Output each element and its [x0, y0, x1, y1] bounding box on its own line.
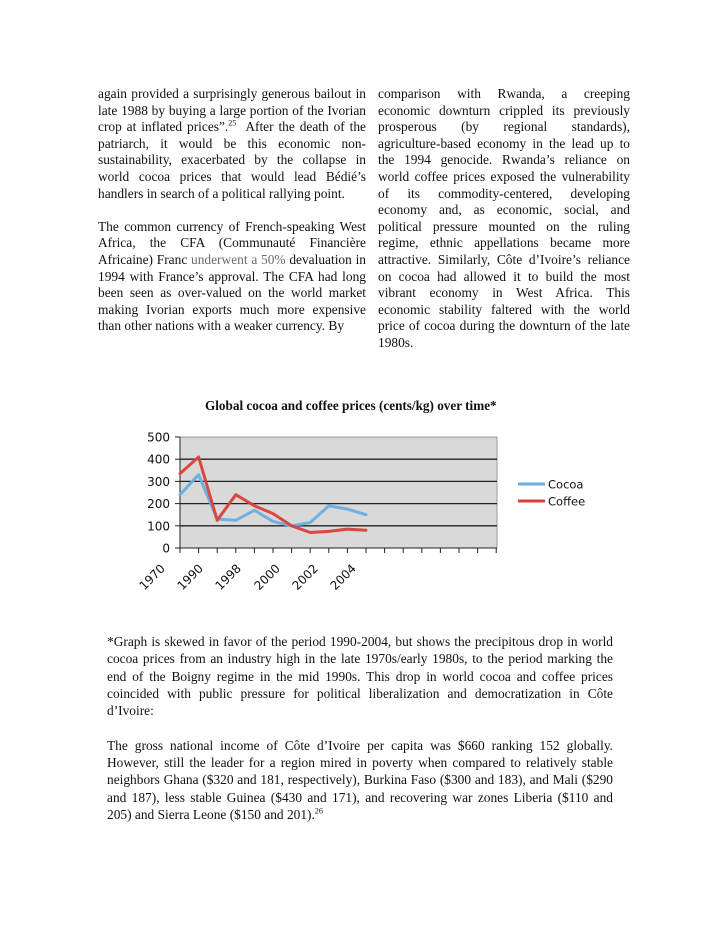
- legend-label-cocoa: Cocoa: [548, 477, 584, 492]
- right-paragraph-1: comparison with Rwanda, a creeping economic downturn crippled its previously prosperous (by regional standards), agriculture-based economy in the lead up to the 1994 genocide. Rwanda’s reliance on world coffee prices exposed the vulnerability of its commodity-centered, developing economy and, as economic, social, and political pressure mounted on the ruling regime, ethnic appellations became more attractive. Similarly, Côte d’Ivoire’s reliance on cocoa had allowed it to build the most vibrant economy in West Africa. This economic stability faltered with the world price of cocoa during the downturn of the late 1980s.: [378, 86, 630, 350]
- x-tick-label: 2000: [251, 561, 283, 593]
- notes-section: [107, 633, 613, 841]
- x-tick-label: 2002: [289, 561, 321, 593]
- paragraph-text: again provided a surprisingly generous bailout in late 1988 by buying a large portion of the Ivorian crop at inflated prices”.: [98, 86, 366, 135]
- highlighted-text: underwent a 50%: [191, 251, 286, 267]
- y-tick-label: 300: [147, 474, 170, 489]
- chart-title: Global cocoa and coffee prices (cents/kg) over time*: [205, 398, 497, 413]
- plot-area: [136, 431, 585, 593]
- paragraph-text: After the death of the patriarch, it would be this economic non-sustainability, exacerbated by the collapse in world cocoa prices that would lead Bédié’s handlers in search of a political rallying point.: [98, 119, 370, 201]
- y-tick-label: 0: [162, 541, 170, 556]
- paragraph-text: The common currency of French-speaking West Africa, the CFA (Communauté Financière Africaine) Franc: [98, 218, 366, 267]
- x-tick-label: 1998: [212, 561, 244, 593]
- paragraph-text: devaluation in 1994 with France’s approval. The CFA had long been seen as over-valued on the world market making Ivorian exports much more expensive than other nations with a weaker currency. By: [98, 251, 366, 334]
- y-tick-label: 400: [147, 452, 170, 467]
- footnote-ref-26[interactable]: 26: [314, 806, 323, 816]
- y-tick-label: 500: [147, 430, 170, 445]
- x-tick-label: 1990: [174, 561, 206, 593]
- footnote-ref-25[interactable]: 25: [228, 118, 237, 128]
- chart-footnote: *Graph is skewed in favor of the period 1990-2004, but shows the precipitous drop in world cocoa prices from an industry high in the late 1970s/early 1980s, to the period marking the end of the Boigny regime in the mid 1990s. This drop in world cocoa and coffee prices coincided with public pressure for political liberalization and democratization in Côte d’Ivoire:: [107, 634, 613, 719]
- y-tick-label: 200: [147, 497, 170, 512]
- gni-paragraph: [107, 737, 613, 823]
- legend-label-coffee: Coffee: [548, 494, 586, 509]
- paragraph-text: The gross national income of Côte d’Ivoire per capita was $660 ranking 152 globally. However, still the leader for a region mired in poverty when compared to relatively stable neighbors Ghana ($320 and 181, respectively), Burkina Faso ($300 and 183), and Mali ($290 and 187), less stable Guinea ($430 and 171), and recovering war zones Liberia ($110 and 205) and Sierra Leone ($150 and 201).: [107, 737, 613, 822]
- x-tick-label: 1970: [136, 561, 168, 593]
- x-tick-label: 2004: [327, 561, 359, 593]
- y-tick-label: 100: [147, 519, 170, 534]
